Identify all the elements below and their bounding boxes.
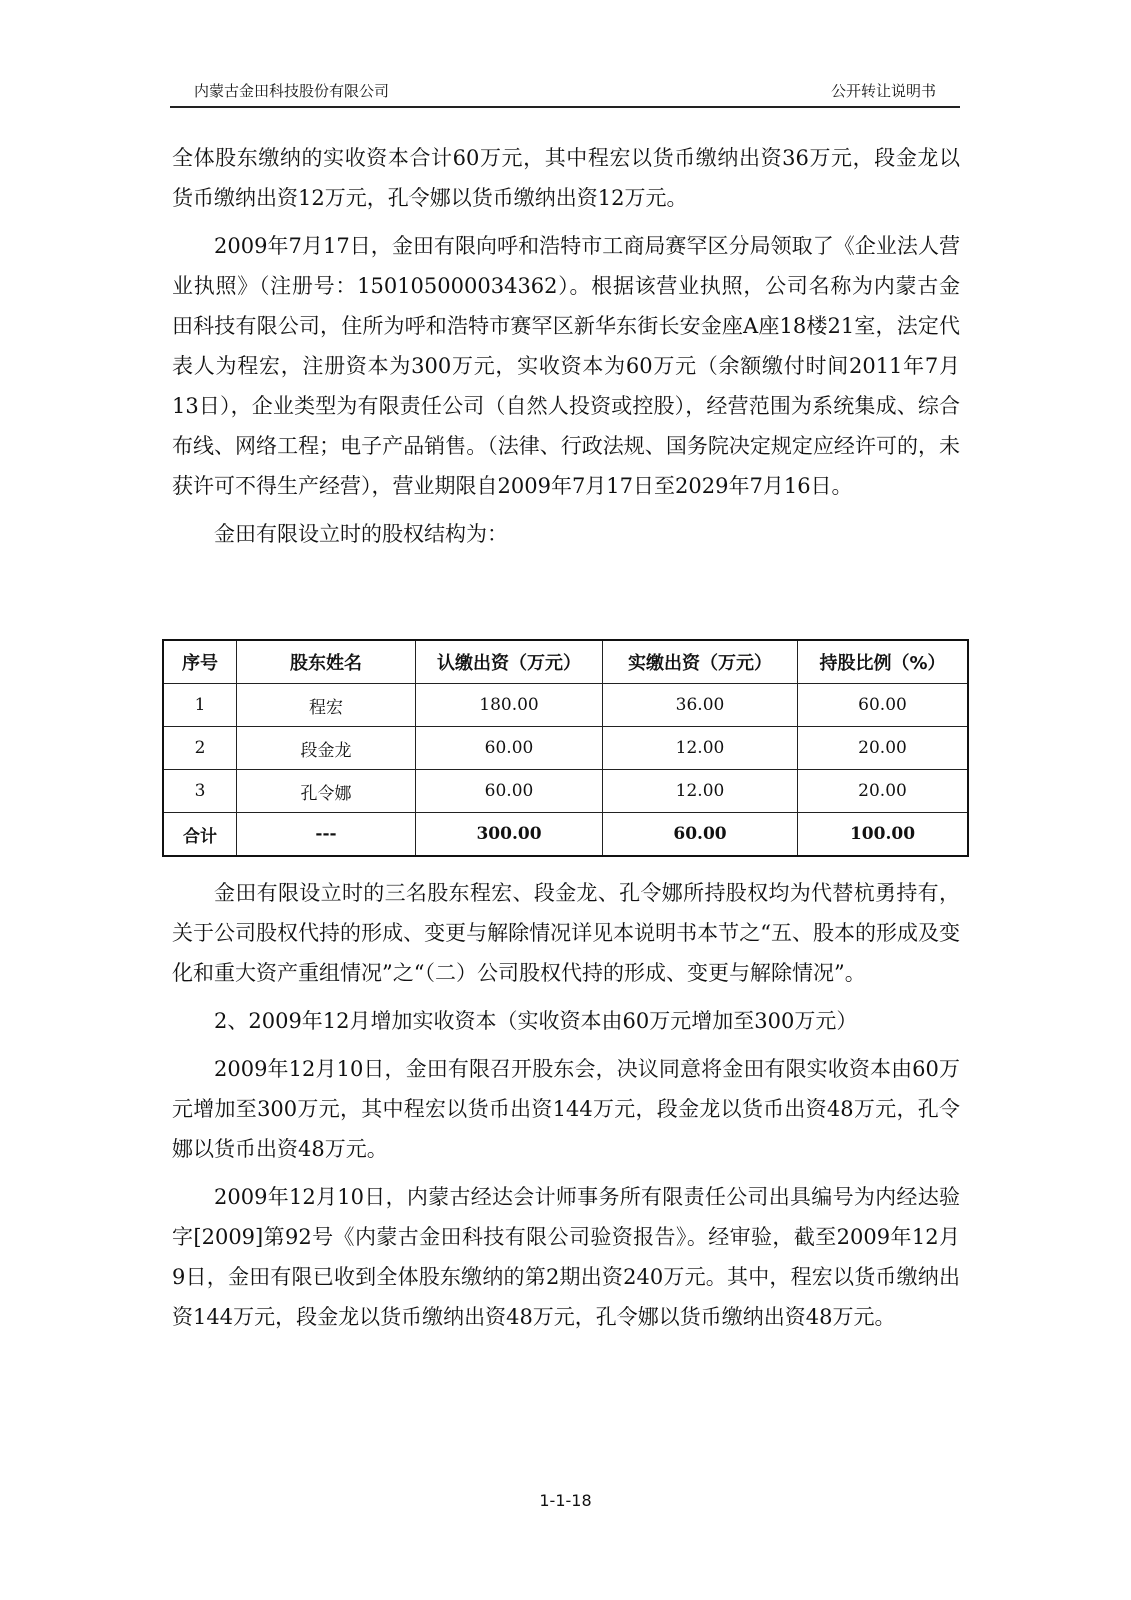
cell-subscribed: 180.00: [416, 684, 603, 727]
cell-subscribed: 60.00: [416, 727, 603, 770]
cell-paid: 36.00: [603, 684, 798, 727]
paragraph-proxy-holding: 金田有限设立时的三名股东程宏、段金龙、孔令娜所持股权均为代替杭勇持有，关于公司股权代持的形成、变更与解除情况详见本说明书本节之“五、股本的形成及变化和重大资产重组情况”之“（二）公司股权代持的形成、变更与解除情况”。: [172, 881, 960, 985]
total-label: 合计: [163, 813, 237, 857]
cell-shareholder: 段金龙: [237, 727, 416, 770]
table-row: [163, 684, 968, 727]
total-shareholder: ---: [237, 813, 416, 857]
equity-structure-table: [162, 639, 969, 857]
table-total-row: [163, 813, 968, 857]
page-number: 1-1-18: [539, 1491, 592, 1510]
header-company-name: 内蒙古金田科技股份有限公司: [194, 82, 390, 100]
body-text-top: [172, 138, 960, 562]
total-ratio: 100.00: [798, 813, 969, 857]
paragraph-business-license: 2009年7月17日，金田有限向呼和浩特市工商局赛罕区分局领取了《企业法人营业执照》（注册号：150105000034362）。根据该营业执照，公司名称为内蒙古金田科技有限公司，住所为呼和浩特市赛罕区新华东街长安金座A座18楼21室，法定代表人为程宏，注册资本为300万元，实收资本为60万元（余额缴付时间2011年7月13日），企业类型为有限责任公司（自然人投资或控股），经营范围为系统集成、综合布线、网络工程；电子产品销售。（法律、行政法规、国务院决定规定应经许可的，未获许可不得生产经营），营业期限自2009年7月17日至2029年7月16日。: [172, 234, 960, 498]
header-ratio: 持股比例（%）: [798, 640, 969, 684]
total-paid: 60.00: [603, 813, 798, 857]
cell-ratio: 20.00: [798, 770, 969, 813]
header-document-title: 公开转让说明书: [830, 82, 936, 100]
header-subscribed: 认缴出资（万元）: [416, 640, 603, 684]
section-heading-capital-increase: 2、2009年12月增加实收资本（实收资本由60万元增加至300万元）: [214, 1009, 858, 1033]
paragraph-shareholder-meeting: 2009年12月10日，金田有限召开股东会，决议同意将金田有限实收资本由60万元增加至300万元，其中程宏以货币出资144万元，段金龙以货币出资48万元，孔令娜以货币出资48万元。: [172, 1057, 960, 1161]
cell-ratio: 20.00: [798, 727, 969, 770]
table-row: [163, 770, 968, 813]
cell-subscribed: 60.00: [416, 770, 603, 813]
cell-serial: 1: [163, 684, 237, 727]
cell-ratio: 60.00: [798, 684, 969, 727]
header-paid: 实缴出资（万元）: [603, 640, 798, 684]
header-shareholder: 股东姓名: [237, 640, 416, 684]
header-serial: 序号: [163, 640, 237, 684]
cell-shareholder: 孔令娜: [237, 770, 416, 813]
cell-serial: 3: [163, 770, 237, 813]
page-header: [170, 78, 960, 108]
paragraph-capital-verification: 2009年12月10日，内蒙古经达会计师事务所有限责任公司出具编号为内经达验字[2009]第92号《内蒙古金田科技有限公司验资报告》。经审验，截至2009年12月9日，金田有限已收到全体股东缴纳的第2期出资240万元。其中，程宏以货币缴纳出资144万元，段金龙以货币缴纳出资48万元，孔令娜以货币缴纳出资48万元。: [172, 1185, 960, 1329]
cell-paid: 12.00: [603, 770, 798, 813]
table-header-row: [163, 640, 968, 684]
cell-shareholder: 程宏: [237, 684, 416, 727]
paragraph-capital-summary: 全体股东缴纳的实收资本合计60万元，其中程宏以货币缴纳出资36万元，段金龙以货币缴纳出资12万元，孔令娜以货币缴纳出资12万元。: [172, 146, 960, 210]
table-row: [163, 727, 968, 770]
body-text-bottom: [172, 873, 960, 1345]
total-subscribed: 300.00: [416, 813, 603, 857]
paragraph-table-intro: 金田有限设立时的股权结构为：: [214, 522, 508, 546]
cell-serial: 2: [163, 727, 237, 770]
cell-paid: 12.00: [603, 727, 798, 770]
